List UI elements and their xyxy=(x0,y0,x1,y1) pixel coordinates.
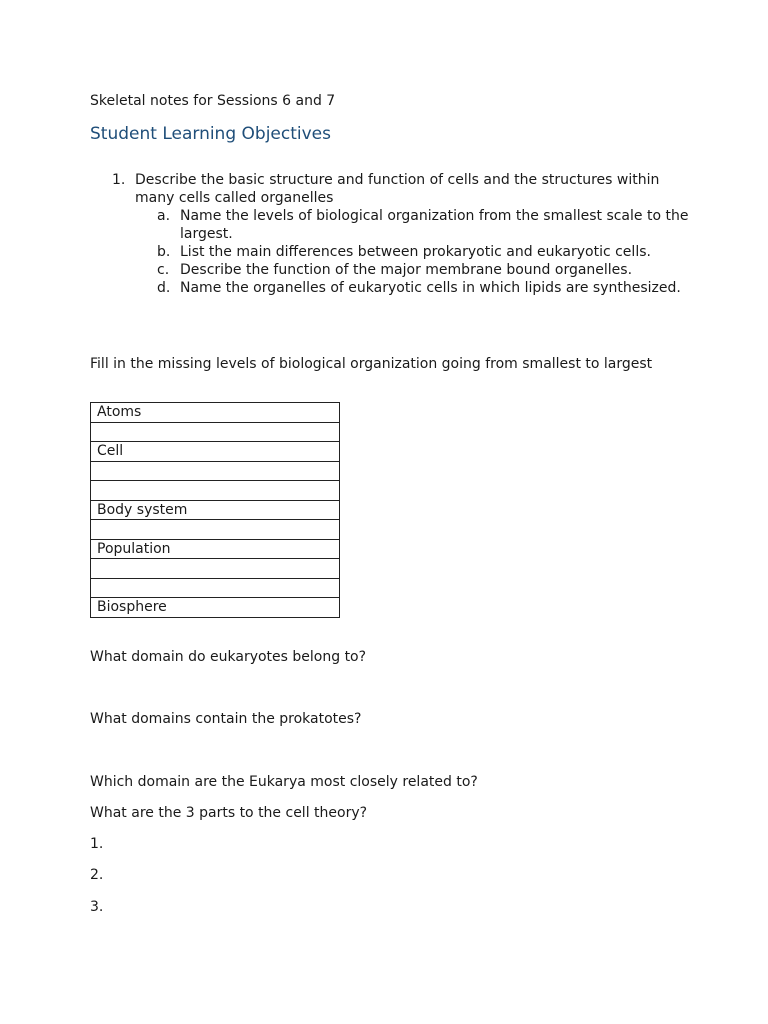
subitem-letter: c. xyxy=(157,262,170,278)
cell-theory-part-1: 1. xyxy=(90,836,104,852)
table-row xyxy=(91,481,340,501)
table-row xyxy=(91,442,340,462)
question-eukaryote-domain: What domain do eukaryotes belong to? xyxy=(90,649,367,665)
subitem-d xyxy=(90,279,690,297)
objectives-list xyxy=(90,171,690,297)
level-cell[interactable] xyxy=(91,461,340,481)
section-title: Student Learning Objectives xyxy=(90,124,331,144)
level-cell[interactable]: Cell xyxy=(91,442,340,462)
header-note: Skeletal notes for Sessions 6 and 7 xyxy=(90,93,336,109)
objective-number: 1. xyxy=(112,172,126,188)
table-row xyxy=(91,422,340,442)
table-row xyxy=(91,539,340,559)
table-row xyxy=(91,461,340,481)
level-cell[interactable]: Population xyxy=(91,539,340,559)
subitem-letter: a. xyxy=(157,208,171,224)
table-row xyxy=(91,500,340,520)
subitem-text: Name the organelles of eukaryotic cells in which lipids are synthesized. xyxy=(180,280,681,296)
levels-table xyxy=(90,402,340,618)
level-cell[interactable] xyxy=(91,578,340,598)
table-row xyxy=(91,403,340,423)
question-eukarya-relation: Which domain are the Eukarya most closely related to? xyxy=(90,774,478,790)
fill-instruction: Fill in the missing levels of biological organization going from smallest to largest xyxy=(90,356,653,372)
table-row xyxy=(91,559,340,579)
objective-text: Describe the basic structure and function of cells and the structures within many cells called organelles xyxy=(135,172,660,206)
level-cell[interactable]: Atoms xyxy=(91,403,340,423)
level-cell[interactable] xyxy=(91,481,340,501)
subitem-a xyxy=(90,207,690,243)
subitem-text: List the main differences between prokaryotic and eukaryotic cells. xyxy=(180,244,651,260)
table-row xyxy=(91,598,340,618)
subitem-b xyxy=(90,243,690,261)
question-cell-theory: What are the 3 parts to the cell theory? xyxy=(90,805,368,821)
level-cell[interactable] xyxy=(91,520,340,540)
subitem-text: Describe the function of the major membrane bound organelles. xyxy=(180,262,633,278)
objective-subitems xyxy=(90,207,690,297)
table-row xyxy=(91,578,340,598)
cell-theory-part-3: 3. xyxy=(90,899,104,915)
level-cell[interactable] xyxy=(91,422,340,442)
level-cell[interactable]: Body system xyxy=(91,500,340,520)
question-prokaryote-domains: What domains contain the prokatotes? xyxy=(90,711,362,727)
subitem-letter: d. xyxy=(157,280,171,296)
subitem-letter: b. xyxy=(157,244,171,260)
level-cell[interactable]: Biosphere xyxy=(91,598,340,618)
cell-theory-part-2: 2. xyxy=(90,867,104,883)
table-row xyxy=(91,520,340,540)
subitem-c xyxy=(90,261,690,279)
level-cell[interactable] xyxy=(91,559,340,579)
objective-item xyxy=(90,171,690,207)
subitem-text: Name the levels of biological organization from the smallest scale to the largest. xyxy=(180,208,689,242)
